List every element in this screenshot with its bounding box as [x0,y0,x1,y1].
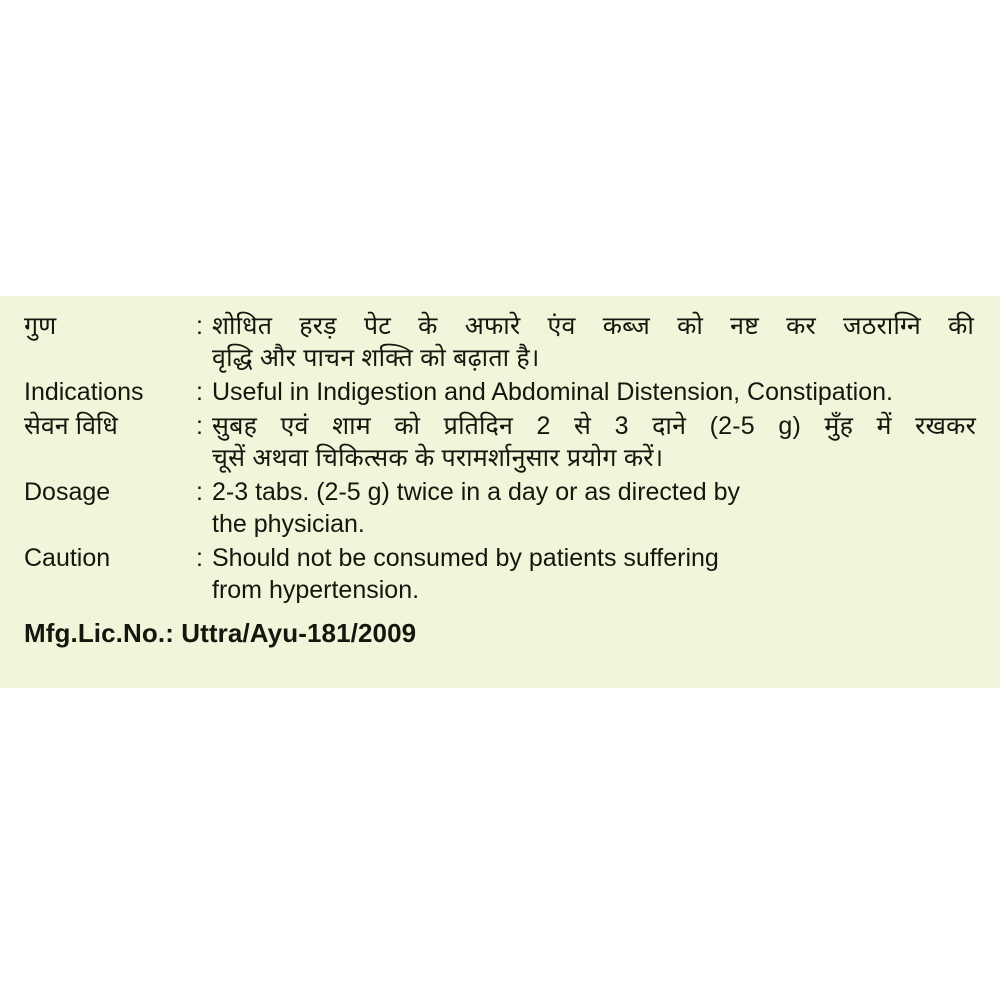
row-value-quality-line-1: शोधित हरड़ पेट के अफारे एंव कब्ज को नष्ट कर जठराग्नि की [212,312,974,340]
row-colon-dosage-hindi: : [196,412,203,440]
row-colon-dosage: : [196,478,203,506]
row-value-dosage-hindi [212,410,976,474]
row-value-dosage-line-1: 2-3 tabs. (2-5 g) twice in a day or as directed by [212,478,741,506]
label-row-quality [24,310,976,374]
row-colon-caution: : [196,544,203,572]
row-value-dosage-hindi-line-2: चूसें अथवा चिकित्सक के परामर्शानुसार प्रयोग करें। [212,444,664,472]
label-rows [24,310,976,606]
row-value-dosage-hindi-line-1: सुबह एवं शाम को प्रतिदिन 2 से 3 दाने (2-5 g) मुँह में रखकर [212,412,976,440]
row-value-caution-line-2: from hypertension. [212,576,420,604]
label-row-dosage-hindi [24,410,976,474]
label-row-caution [24,542,976,606]
row-colon-quality: : [196,312,203,340]
row-value-caution-line-1: Should not be consumed by patients suffering [212,544,719,572]
row-value-dosage-line-2: the physician. [212,510,365,538]
manufacturing-license-number: Mfg.Lic.No.: Uttra/Ayu-181/2009 [24,618,417,648]
row-label-indications: Indications [24,378,144,406]
row-label-dosage-hindi: सेवन विधि [24,412,118,440]
row-value-quality [212,310,976,374]
row-label-dosage: Dosage [24,478,111,506]
row-value-caution [212,542,976,606]
label-row-indications [24,376,976,408]
row-value-dosage [212,476,976,540]
row-value-quality-line-2: वृद्धि और पाचन शक्ति को बढ़ाता है। [212,344,540,372]
row-value-indications [212,376,976,408]
row-label-quality: गुण [24,312,57,340]
row-value-indications-line-1: Useful in Indigestion and Abdominal Distension, Constipation. [212,378,893,406]
label-row-dosage [24,476,976,540]
row-label-caution: Caution [24,544,111,572]
product-label-panel [0,296,1000,688]
row-colon-indications: : [196,378,203,406]
